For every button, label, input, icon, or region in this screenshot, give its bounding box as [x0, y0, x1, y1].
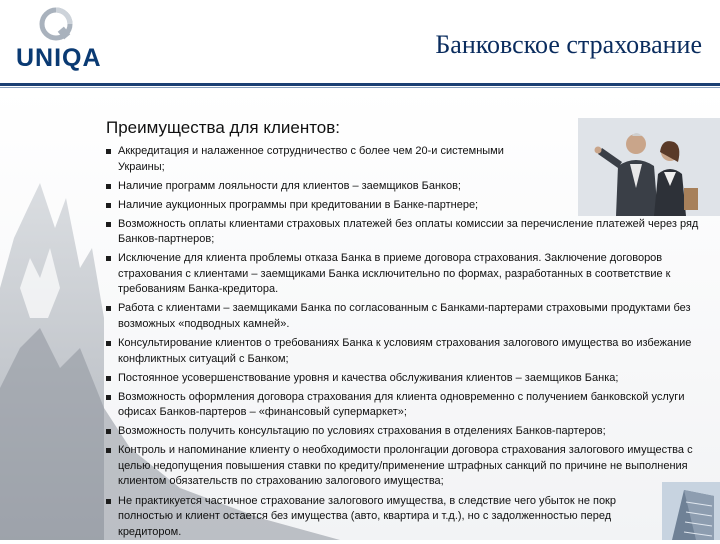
content-area — [104, 118, 702, 544]
bullet-icon — [106, 306, 111, 311]
bullet-icon — [106, 429, 111, 434]
list-item: Исключение для клиента проблемы отказа Банка в приеме договора страхования. Заключение договоров страхования с клиентами – заемщиками Банка исключительно по формах, разработанных в соответствие к требованиям Банка-кредитора. — [104, 251, 702, 298]
list-item: Возможность оплаты клиентами страховых платежей без оплаты комиссии за перечисление платежей через ряд Банков-партнеров; — [104, 217, 702, 248]
list-item: Консультирование клиентов о требованиях Банка к условиям страхования залогового имущества во избежание конфликтных ситуаций с Банком; — [104, 336, 702, 367]
bullet-icon — [106, 149, 111, 154]
logo-text: UNIQA — [16, 44, 102, 72]
list-item: Постоянное усовершенствование уровня и качества обслуживания клиентов – заемщиков Банка; — [104, 371, 702, 387]
bullet-icon — [106, 395, 111, 400]
advantages-list — [104, 144, 702, 540]
page-title: Банковское страхование — [435, 30, 702, 59]
bullet-icon — [106, 256, 111, 261]
header-divider — [0, 83, 720, 86]
bullet-icon — [106, 341, 111, 346]
list-item: Контроль и напоминание клиенту о необходимости пролонгации договора страхования залогового имущества с целью недопущения повышения ставки по кредиту/применение штрафных санкций по причине не выполнения клиентом обязательств по страхованию залогового имущества; — [104, 443, 702, 490]
section-subtitle: Преимущества для клиентов: — [106, 118, 341, 137]
bullet-icon — [106, 203, 111, 208]
uniqa-logo — [8, 6, 100, 76]
bullet-icon — [106, 376, 111, 381]
list-item: Наличие аукционных программы при кредитовании в Банке-партнере; — [104, 198, 546, 214]
list-item: Наличие программ лояльности для клиентов – заемщиков Банков; — [104, 179, 546, 195]
bullet-icon — [106, 222, 111, 227]
bullet-icon — [106, 184, 111, 189]
list-item: Возможность получить консультацию по условиях страхования в отделениях Банков-партеров; — [104, 424, 702, 440]
bullet-icon — [106, 499, 111, 504]
header-divider-thin — [0, 87, 720, 88]
list-item: Возможность оформления договора страхования для клиента одновременно с получением банковской услуги офисах Банков-партеров – «финансовый супермаркет»; — [104, 390, 702, 421]
list-item: Работа с клиентами – заемщиками Банка по согласованным с Банками-партерами страховыми продуктами без возможных «подводных камней». — [104, 301, 702, 332]
list-item: Аккредитация и налаженное сотрудничество с более чем 20-и системными Украины; — [104, 144, 546, 175]
list-item: Не практикуется частичное страхование залогового имущества, в следствие чего убыток не покр полностью и клиент остается без имущества (авто, квартира и т.д.), но с задолженностью перед кредитором. — [104, 494, 666, 541]
bullet-icon — [106, 448, 111, 453]
uniqa-logo-mark-icon — [38, 6, 74, 42]
